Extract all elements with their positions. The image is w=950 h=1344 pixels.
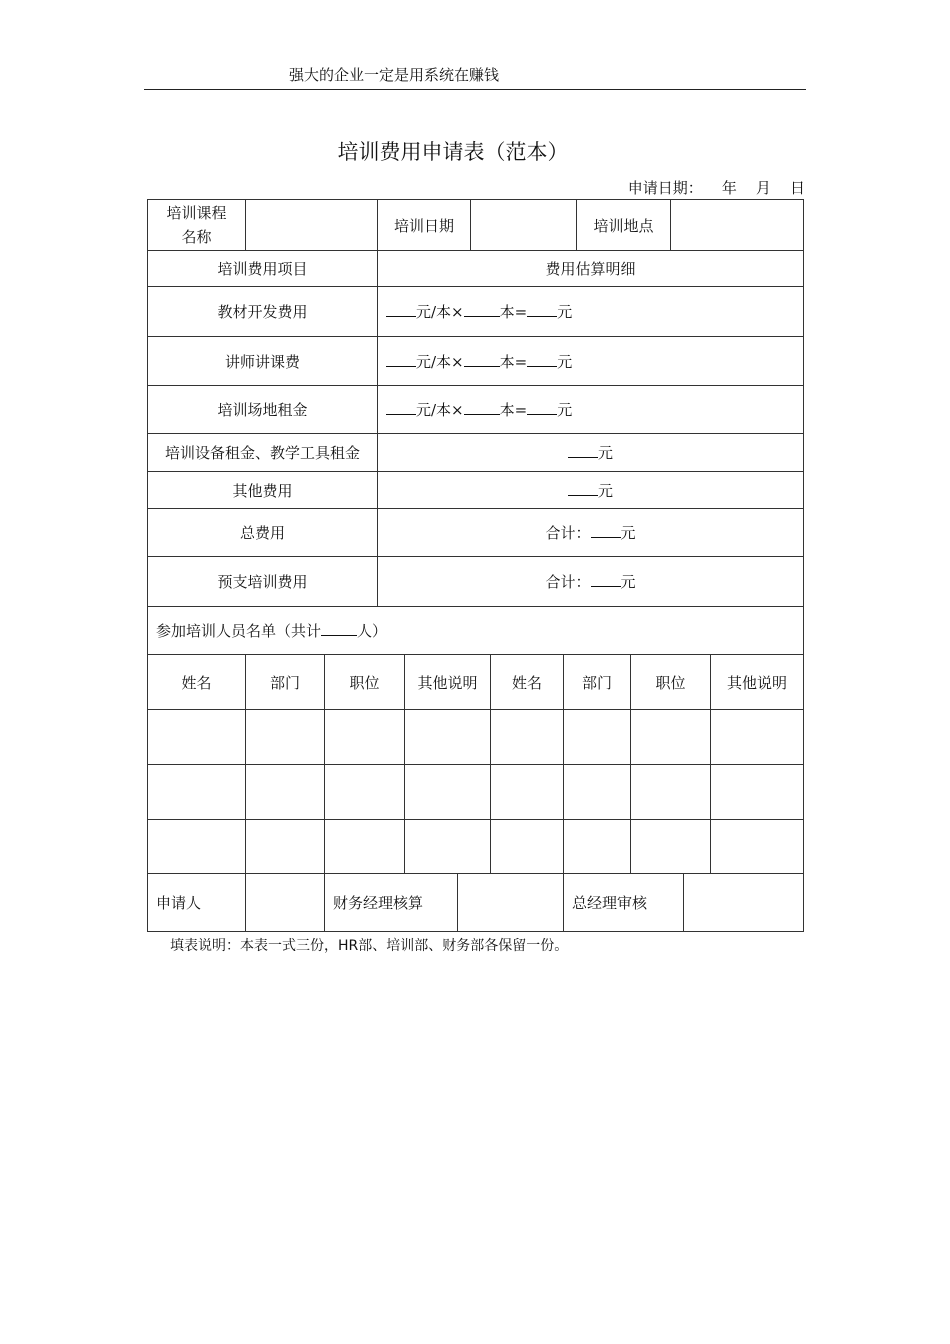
- blank-field[interactable]: [386, 302, 416, 317]
- finance-review-field[interactable]: [458, 874, 564, 932]
- header-rule: [144, 89, 806, 90]
- cost-amount: 合计： 元: [378, 557, 804, 607]
- table-cell[interactable]: [491, 820, 564, 874]
- table-cell[interactable]: [405, 710, 491, 765]
- header-slogan: 强大的企业一定是用系统在赚钱: [289, 66, 500, 84]
- column-header: 职位: [631, 655, 711, 710]
- table-cell[interactable]: [405, 765, 491, 820]
- column-header: 职位: [325, 655, 405, 710]
- table-cell[interactable]: [631, 710, 711, 765]
- cost-label: 其他费用: [148, 472, 378, 509]
- table-cell[interactable]: [325, 765, 405, 820]
- applicant-label: 申请人: [148, 874, 246, 932]
- blank-field[interactable]: [591, 572, 621, 587]
- blank-field[interactable]: [464, 400, 500, 415]
- table-cell[interactable]: [491, 765, 564, 820]
- table-cell[interactable]: [711, 710, 804, 765]
- blank-field[interactable]: [527, 302, 557, 317]
- finance-review-label: 财务经理核算: [325, 874, 458, 932]
- cost-formula: 元/本× 本= 元: [378, 386, 804, 434]
- blank-field[interactable]: [464, 302, 500, 317]
- column-header: 其他说明: [405, 655, 491, 710]
- cost-header-row: [148, 251, 804, 287]
- cost-formula: 元/本× 本= 元: [378, 337, 804, 386]
- table-cell[interactable]: [246, 820, 325, 874]
- table-cell[interactable]: [564, 710, 631, 765]
- table-cell[interactable]: [148, 820, 246, 874]
- blank-field[interactable]: [386, 400, 416, 415]
- training-location-label: 培训地点: [577, 200, 671, 251]
- cost-label: 教材开发费用: [148, 287, 378, 337]
- participants-table: [147, 654, 804, 874]
- cost-label: 讲师讲课费: [148, 337, 378, 386]
- table-cell[interactable]: [711, 765, 804, 820]
- applicant-field[interactable]: [246, 874, 325, 932]
- gm-review-label: 总经理审核: [564, 874, 684, 932]
- page-title: 培训费用申请表（范本）: [337, 140, 569, 164]
- cost-amount: 合计： 元: [378, 509, 804, 557]
- column-header: 部门: [246, 655, 325, 710]
- participants-header-row: [148, 655, 804, 710]
- blank-field[interactable]: [568, 481, 598, 496]
- table-cell[interactable]: [564, 820, 631, 874]
- column-header: 部门: [564, 655, 631, 710]
- signature-row: [148, 874, 804, 932]
- training-date-field[interactable]: [471, 200, 577, 251]
- cost-label: 培训场地租金: [148, 386, 378, 434]
- cost-formula: 元/本× 本= 元: [378, 287, 804, 337]
- blank-field[interactable]: [591, 523, 621, 538]
- column-header: 姓名: [148, 655, 246, 710]
- table-row: [148, 710, 804, 765]
- training-date-label: 培训日期: [378, 200, 471, 251]
- participant-count-field[interactable]: [321, 621, 357, 636]
- cost-row-materials: [148, 287, 804, 337]
- cost-row-equipment: [148, 434, 804, 472]
- cost-row-total: [148, 509, 804, 557]
- cost-item-header: 培训费用项目: [148, 251, 378, 287]
- course-name-field[interactable]: [246, 200, 378, 251]
- cost-row-venue: [148, 386, 804, 434]
- table-cell[interactable]: [631, 820, 711, 874]
- table-row: [148, 765, 804, 820]
- cost-detail-header: 费用估算明细: [378, 251, 804, 287]
- blank-field[interactable]: [568, 443, 598, 458]
- table-cell[interactable]: [246, 710, 325, 765]
- cost-row-lecturer: [148, 337, 804, 386]
- table-cell[interactable]: [564, 765, 631, 820]
- cost-row-advance: [148, 557, 804, 607]
- training-location-field[interactable]: [671, 200, 804, 251]
- info-row: [148, 200, 804, 251]
- table-cell[interactable]: [711, 820, 804, 874]
- cost-amount: 元: [378, 472, 804, 509]
- table-cell[interactable]: [325, 710, 405, 765]
- application-date: 申请日期： 年 月 日: [627, 179, 805, 197]
- gm-review-field[interactable]: [684, 874, 804, 932]
- table-cell[interactable]: [325, 820, 405, 874]
- blank-field[interactable]: [464, 352, 500, 367]
- blank-field[interactable]: [527, 400, 557, 415]
- course-name-label: 培训课程名称: [148, 200, 246, 251]
- cost-label: 总费用: [148, 509, 378, 557]
- signature-table: [147, 873, 804, 932]
- cost-label: 预支培训费用: [148, 557, 378, 607]
- cost-label: 培训设备租金、教学工具租金: [148, 434, 378, 472]
- cost-row-other: [148, 472, 804, 509]
- table-cell[interactable]: [405, 820, 491, 874]
- cost-amount: 元: [378, 434, 804, 472]
- table-cell[interactable]: [148, 710, 246, 765]
- table-cell[interactable]: [491, 710, 564, 765]
- table-cell[interactable]: [246, 765, 325, 820]
- cost-table: [147, 199, 804, 655]
- fill-instructions: 填表说明：本表一式三份，HR部、培训部、财务部各保留一份。: [170, 938, 569, 954]
- participants-title-row: [148, 607, 804, 655]
- blank-field[interactable]: [386, 352, 416, 367]
- participants-title: 参加培训人员名单（共计 人）: [148, 607, 804, 655]
- table-cell[interactable]: [631, 765, 711, 820]
- table-row: [148, 820, 804, 874]
- column-header: 其他说明: [711, 655, 804, 710]
- table-cell[interactable]: [148, 765, 246, 820]
- column-header: 姓名: [491, 655, 564, 710]
- blank-field[interactable]: [527, 352, 557, 367]
